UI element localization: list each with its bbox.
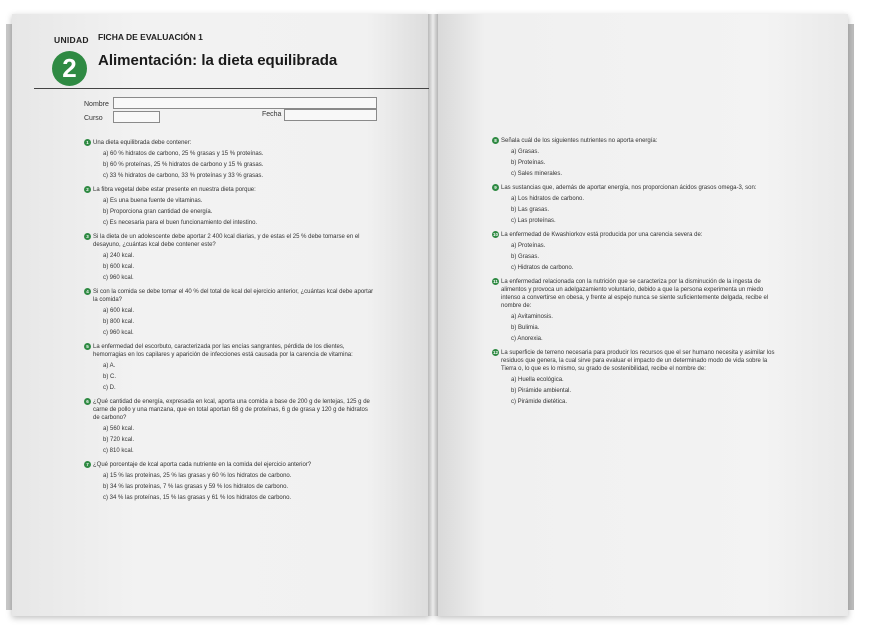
question-item: [84, 398, 376, 455]
course-label: Curso: [84, 115, 103, 122]
answer-option: b) Proporciona gran cantidad de energía.: [103, 209, 213, 215]
question-text: Señala cuál de los siguientes nutrientes no aporta energía:: [501, 138, 658, 144]
header-rule: [34, 88, 429, 89]
answer-option: c) 960 kcal.: [103, 275, 134, 281]
question-item: [84, 461, 376, 502]
unit-number-badge: 2: [52, 51, 87, 86]
answer-option: c) Hidratos de carbono.: [511, 265, 574, 271]
question-item: [492, 278, 782, 343]
answer-option: a) Huella ecológica.: [511, 377, 564, 383]
answer-option: c) Sales minerales.: [511, 171, 563, 177]
page-title: Alimentación: la dieta equilibrada: [98, 52, 338, 69]
question-text: ¿Qué porcentaje de kcal aporta cada nutriente en la comida del ejercicio anterior?: [93, 462, 312, 468]
question-number-badge: 8: [492, 137, 499, 144]
question-text: La enfermedad relacionada con la nutrición que se caracteriza por la disminución de la ingesta de alimentos y provoca un adelgazamiento voluntario, debido a que la persona experimenta un miedo intenso a convertirse en obesa, y frente al espejo nunca se siente suficientemente delgada, recibe el nombre de:: [501, 279, 769, 309]
answer-option: b) 800 kcal.: [103, 319, 135, 325]
answer-option: b) Proteínas.: [511, 160, 546, 166]
question-number-badge: 5: [84, 343, 91, 350]
answer-option: b) Bulimia.: [511, 325, 540, 331]
answer-option: c) 810 kcal.: [103, 448, 134, 454]
answer-option: a) Avitaminosis.: [511, 314, 553, 320]
question-text: Una dieta equilibrada debe contener:: [93, 140, 192, 146]
answer-option: c) 960 kcal.: [103, 330, 134, 336]
answer-option: c) Anorexia.: [511, 336, 543, 342]
question-number-badge: 6: [84, 398, 91, 405]
book-gutter: [428, 14, 438, 616]
question-text: La fibra vegetal debe estar presente en nuestra dieta porque:: [93, 187, 256, 193]
question-number-badge: 1: [84, 139, 91, 146]
name-label: Nombre: [84, 101, 109, 108]
answer-option: b) 34 % las proteínas, 7 % las grasas y 59 % los hidratos de carbono.: [103, 484, 289, 490]
question-item: [84, 288, 376, 337]
question-text: ¿Qué cantidad de energía, expresada en kcal, aporta una comida a base de 200 g de lentejas, 125 g de carne de pollo y una manzana, que en total aportan 68 g de proteínas, 6 g de grasa y 120 g de hidratos de carbono?: [93, 399, 370, 421]
question-number-badge: 7: [84, 461, 91, 468]
answer-option: b) 720 kcal.: [103, 437, 135, 443]
answer-option: a) Proteínas.: [511, 243, 546, 249]
date-field[interactable]: [284, 109, 377, 121]
answer-option: a) 240 kcal.: [103, 253, 135, 259]
answer-option: c) Pirámide dietética.: [511, 399, 568, 405]
answer-option: b) Pirámide ambiental.: [511, 388, 572, 394]
answer-option: a) 560 kcal.: [103, 426, 135, 432]
answer-option: c) Es necesaria para el buen funcionamiento del intestino.: [103, 220, 258, 226]
answer-option: b) Las grasas.: [511, 207, 550, 213]
question-text: La superficie de terreno necesaria para producir los recursos que el ser humano necesita y asimilar los residuos que genera, la cual sirve para evaluar el impacto de un determinado modo de vida sobre la Tierra o, lo que es lo mismo, su grado de sostenibilidad, recibe el nombre de:: [501, 350, 775, 372]
question-item: [492, 349, 782, 406]
question-item: [84, 139, 376, 180]
course-field[interactable]: [113, 111, 160, 123]
question-item: [492, 184, 782, 225]
question-number-badge: 9: [492, 184, 499, 191]
name-field[interactable]: [113, 97, 377, 109]
question-number-badge: 4: [84, 288, 91, 295]
answer-option: a) 60 % hidratos de carbono, 25 % grasas y 15 % proteínas.: [103, 151, 264, 157]
question-text: La enfermedad de Kwashiorkov está producida por una carencia severa de:: [501, 232, 703, 238]
right-question-list: [492, 137, 782, 412]
question-text: Las sustancias que, además de aportar energía, nos proporcionan ácidos grasos omega-3, son:: [501, 185, 757, 191]
question-item: [84, 233, 376, 282]
answer-option: a) A.: [103, 363, 116, 369]
question-number-badge: 12: [492, 350, 498, 355]
question-item: [84, 343, 376, 392]
answer-option: a) Los hidratos de carbono.: [511, 196, 585, 202]
answer-option: a) Grasas.: [511, 149, 540, 155]
sheet-label: FICHA DE EVALUACIÓN 1: [98, 32, 203, 42]
question-number-badge: 2: [84, 186, 91, 193]
question-item: [492, 231, 782, 272]
question-item: [492, 137, 782, 178]
answer-option: a) 600 kcal.: [103, 308, 135, 314]
question-text: Si con la comida se debe tomar el 40 % del total de kcal del ejercicio anterior, ¿cuántas kcal debe aportar la comida?: [93, 289, 374, 303]
answer-option: c) 33 % hidratos de carbono, 33 % proteínas y 33 % grasas.: [103, 173, 264, 179]
unit-label: UNIDAD: [54, 35, 89, 45]
date-label: Fecha: [262, 111, 282, 118]
answer-option: c) Las proteínas.: [511, 218, 556, 224]
question-number-badge: 11: [493, 279, 498, 284]
answer-option: a) 15 % las proteínas, 25 % las grasas y 60 % los hidratos de carbono.: [103, 473, 292, 479]
question-item: [84, 186, 376, 227]
answer-option: c) 34 % las proteínas, 15 % las grasas y 61 % los hidratos de carbono.: [103, 495, 292, 501]
answer-option: b) 60 % proteínas, 25 % hidratos de carbono y 15 % grasas.: [103, 162, 264, 168]
question-text: Si la dieta de un adolescente debe aportar 2 400 kcal diarias, y de estas el 25 % debe tomarse en el desayuno, ¿cuántas kcal debe contener este?: [93, 234, 360, 248]
answer-option: b) Grasas.: [511, 254, 540, 260]
question-number-badge: 10: [492, 232, 498, 237]
question-text: La enfermedad del escorbuto, caracterizada por las encías sangrantes, pérdida de los dientes, hemorragias en los capilares y aparición de infecciones está causada por la carencia de vitamina:: [93, 344, 353, 358]
answer-option: c) D.: [103, 385, 116, 391]
left-question-list: [84, 139, 376, 508]
answer-option: b) C.: [103, 374, 117, 380]
answer-option: a) Es una buena fuente de vitaminas.: [103, 198, 203, 204]
question-number-badge: 3: [84, 233, 91, 240]
answer-option: b) 600 kcal.: [103, 264, 135, 270]
